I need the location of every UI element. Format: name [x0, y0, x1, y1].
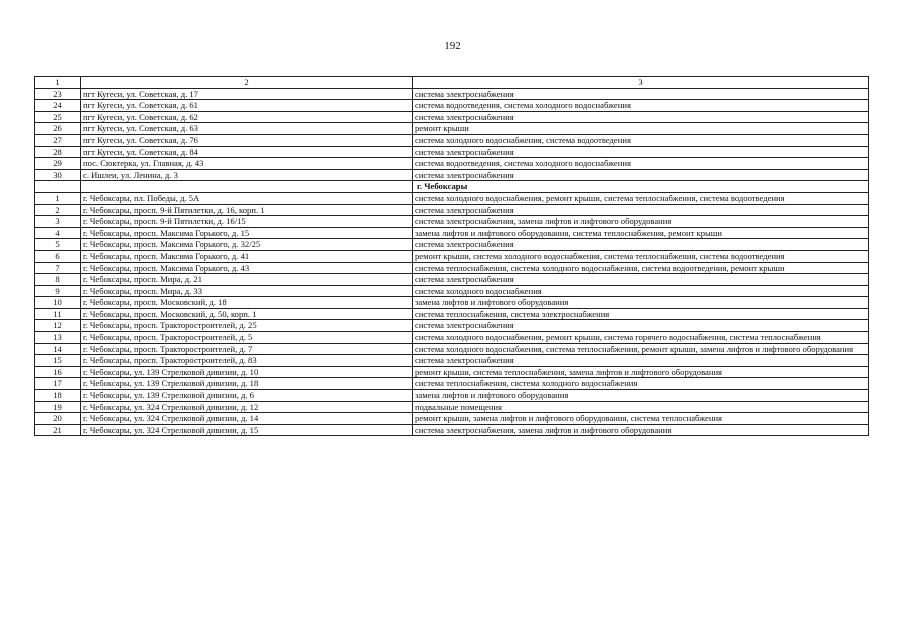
row-address: г. Чебоксары, просп. Московский, д. 18 — [81, 297, 413, 309]
table-row — [35, 297, 869, 309]
row-works: система теплоснабжения, система холодного водоснабжения, система водоотведения, ремонт крыши — [413, 262, 869, 274]
table-row — [35, 262, 869, 274]
table-row — [35, 158, 869, 170]
table-row — [35, 88, 869, 100]
row-address: г. Чебоксары, просп. Тракторостроителей, д. 5 — [81, 332, 413, 344]
table-row — [35, 390, 869, 402]
table-row — [35, 366, 869, 378]
row-works: система электроснабжения, замена лифтов и лифтового оборудования — [413, 424, 869, 436]
table-row — [35, 413, 869, 425]
page-number: 192 — [444, 40, 461, 52]
row-address: пгт Кугеси, ул. Советская, д. 62 — [81, 111, 413, 123]
works-table — [34, 76, 869, 436]
table-row — [35, 216, 869, 228]
row-number: 15 — [35, 355, 81, 367]
row-address: пос. Сюктерка, ул. Главная, д. 43 — [81, 158, 413, 170]
row-address: г. Чебоксары, просп. Мира, д. 33 — [81, 285, 413, 297]
row-works: система электроснабжения — [413, 169, 869, 181]
row-address: г. Чебоксары, просп. Максима Горького, д. 15 — [81, 227, 413, 239]
table-row — [35, 355, 869, 367]
row-number: 2 — [35, 204, 81, 216]
row-number: 10 — [35, 297, 81, 309]
row-address: г. Чебоксары, просп. Тракторостроителей, д. 7 — [81, 343, 413, 355]
table-row — [35, 343, 869, 355]
row-address: г. Чебоксары, просп. Тракторостроителей, д. 83 — [81, 355, 413, 367]
row-works: система электроснабжения — [413, 146, 869, 158]
row-address: пгт Кугеси, ул. Советская, д. 84 — [81, 146, 413, 158]
table-row — [35, 204, 869, 216]
table-row — [35, 274, 869, 286]
row-works: система холодного водоснабжения, система водоотведения — [413, 134, 869, 146]
table-row — [35, 134, 869, 146]
row-number: 29 — [35, 158, 81, 170]
table-row — [35, 146, 869, 158]
section-empty-cell — [35, 181, 81, 193]
table-row — [35, 424, 869, 436]
row-works: система водоотведения, система холодного водоснабжения — [413, 100, 869, 112]
row-address: г. Чебоксары, ул. 139 Стрелковой дивизии, д. 10 — [81, 366, 413, 378]
row-works: система электроснабжения — [413, 111, 869, 123]
table-row — [35, 123, 869, 135]
row-works: ремонт крыши, система теплоснабжения, замена лифтов и лифтового оборудования — [413, 366, 869, 378]
row-address: г. Чебоксары, ул. 324 Стрелковой дивизии, д. 14 — [81, 413, 413, 425]
row-works: замена лифтов и лифтового оборудования — [413, 390, 869, 402]
row-works: система теплоснабжения, система электроснабжения — [413, 308, 869, 320]
row-number: 25 — [35, 111, 81, 123]
row-works: система теплоснабжения, система холодного водоснабжения — [413, 378, 869, 390]
table-row — [35, 285, 869, 297]
row-number: 26 — [35, 123, 81, 135]
row-address: пгт Кугеси, ул. Советская, д. 63 — [81, 123, 413, 135]
table-row — [35, 227, 869, 239]
row-number: 28 — [35, 146, 81, 158]
row-number: 6 — [35, 250, 81, 262]
table-row — [35, 192, 869, 204]
row-number: 1 — [35, 192, 81, 204]
table-row — [35, 111, 869, 123]
row-number: 5 — [35, 239, 81, 251]
section-empty-cell — [81, 181, 413, 193]
row-number: 19 — [35, 401, 81, 413]
column-number-2: 2 — [81, 77, 413, 89]
row-works: система электроснабжения — [413, 239, 869, 251]
row-address: г. Чебоксары, пл. Победы, д. 5А — [81, 192, 413, 204]
row-address: пгт Кугеси, ул. Советская, д. 17 — [81, 88, 413, 100]
row-works: система холодного водоснабжения, ремонт крыши, система горячего водоснабжения, система теплоснабжения — [413, 332, 869, 344]
row-number: 3 — [35, 216, 81, 228]
row-number: 24 — [35, 100, 81, 112]
row-works: замена лифтов и лифтового оборудования — [413, 297, 869, 309]
row-address: г. Чебоксары, просп. 9-й Пятилетки, д. 16, корп. 1 — [81, 204, 413, 216]
row-works: замена лифтов и лифтового оборудования, система теплоснабжения, ремонт крыши — [413, 227, 869, 239]
row-number: 7 — [35, 262, 81, 274]
row-number: 16 — [35, 366, 81, 378]
row-works: ремонт крыши, система холодного водоснабжения, система теплоснабжения, система водоотведения — [413, 250, 869, 262]
row-number: 27 — [35, 134, 81, 146]
row-address: г. Чебоксары, просп. 9-й Пятилетки, д. 16/15 — [81, 216, 413, 228]
works-table-body — [35, 77, 869, 436]
row-address: г. Чебоксары, просп. Максима Горького, д. 41 — [81, 250, 413, 262]
row-number: 8 — [35, 274, 81, 286]
row-number: 23 — [35, 88, 81, 100]
row-works: система электроснабжения — [413, 204, 869, 216]
row-number: 4 — [35, 227, 81, 239]
row-address: г. Чебоксары, ул. 139 Стрелковой дивизии, д. 18 — [81, 378, 413, 390]
row-number: 13 — [35, 332, 81, 344]
row-address: г. Чебоксары, просп. Максима Горького, д. 43 — [81, 262, 413, 274]
table-row — [35, 320, 869, 332]
row-number: 21 — [35, 424, 81, 436]
row-address: г. Чебоксары, просп. Московский, д. 50, корп. 1 — [81, 308, 413, 320]
column-number-3: 3 — [413, 77, 869, 89]
table-row — [35, 239, 869, 251]
table-row — [35, 169, 869, 181]
row-works: система электроснабжения — [413, 274, 869, 286]
row-number: 17 — [35, 378, 81, 390]
section-title: г. Чебоксары — [413, 181, 869, 193]
table-row — [35, 250, 869, 262]
row-number: 18 — [35, 390, 81, 402]
row-address: пгт Кугеси, ул. Советская, д. 76 — [81, 134, 413, 146]
row-works: система электроснабжения — [413, 320, 869, 332]
row-works: система холодного водоснабжения, ремонт крыши, система теплоснабжения, система водоотведения — [413, 192, 869, 204]
table-row — [35, 308, 869, 320]
section-row — [35, 181, 869, 193]
row-works: система холодного водоснабжения — [413, 285, 869, 297]
row-works: ремонт крыши — [413, 123, 869, 135]
row-address: с. Ишлеи, ул. Ленина, д. 3 — [81, 169, 413, 181]
row-address: г. Чебоксары, просп. Максима Горького, д. 32/25 — [81, 239, 413, 251]
row-address: г. Чебоксары, просп. Мира, д. 21 — [81, 274, 413, 286]
row-works: система электроснабжения, замена лифтов и лифтового оборудования — [413, 216, 869, 228]
column-number-row — [35, 77, 869, 89]
row-works: ремонт крыши, замена лифтов и лифтового оборудования, система теплоснабжения — [413, 413, 869, 425]
row-address: г. Чебоксары, ул. 139 Стрелковой дивизии, д. 6 — [81, 390, 413, 402]
row-works: система электроснабжения — [413, 88, 869, 100]
table-row — [35, 100, 869, 112]
row-works: система холодного водоснабжения, система теплоснабжения, ремонт крыши, замена лифтов и лифтового оборудования — [413, 343, 869, 355]
table-row — [35, 332, 869, 344]
row-works: система электроснабжения — [413, 355, 869, 367]
row-number: 20 — [35, 413, 81, 425]
row-works: система водоотведения, система холодного водоснабжения — [413, 158, 869, 170]
table-row — [35, 378, 869, 390]
row-number: 30 — [35, 169, 81, 181]
row-address: пгт Кугеси, ул. Советская, д. 61 — [81, 100, 413, 112]
column-number-1: 1 — [35, 77, 81, 89]
row-number: 9 — [35, 285, 81, 297]
row-number: 14 — [35, 343, 81, 355]
row-address: г. Чебоксары, ул. 324 Стрелковой дивизии, д. 12 — [81, 401, 413, 413]
row-works: подвальные помещения — [413, 401, 869, 413]
table-row — [35, 401, 869, 413]
row-address: г. Чебоксары, просп. Тракторостроителей, д. 25 — [81, 320, 413, 332]
row-address: г. Чебоксары, ул. 324 Стрелковой дивизии, д. 15 — [81, 424, 413, 436]
row-number: 11 — [35, 308, 81, 320]
row-number: 12 — [35, 320, 81, 332]
